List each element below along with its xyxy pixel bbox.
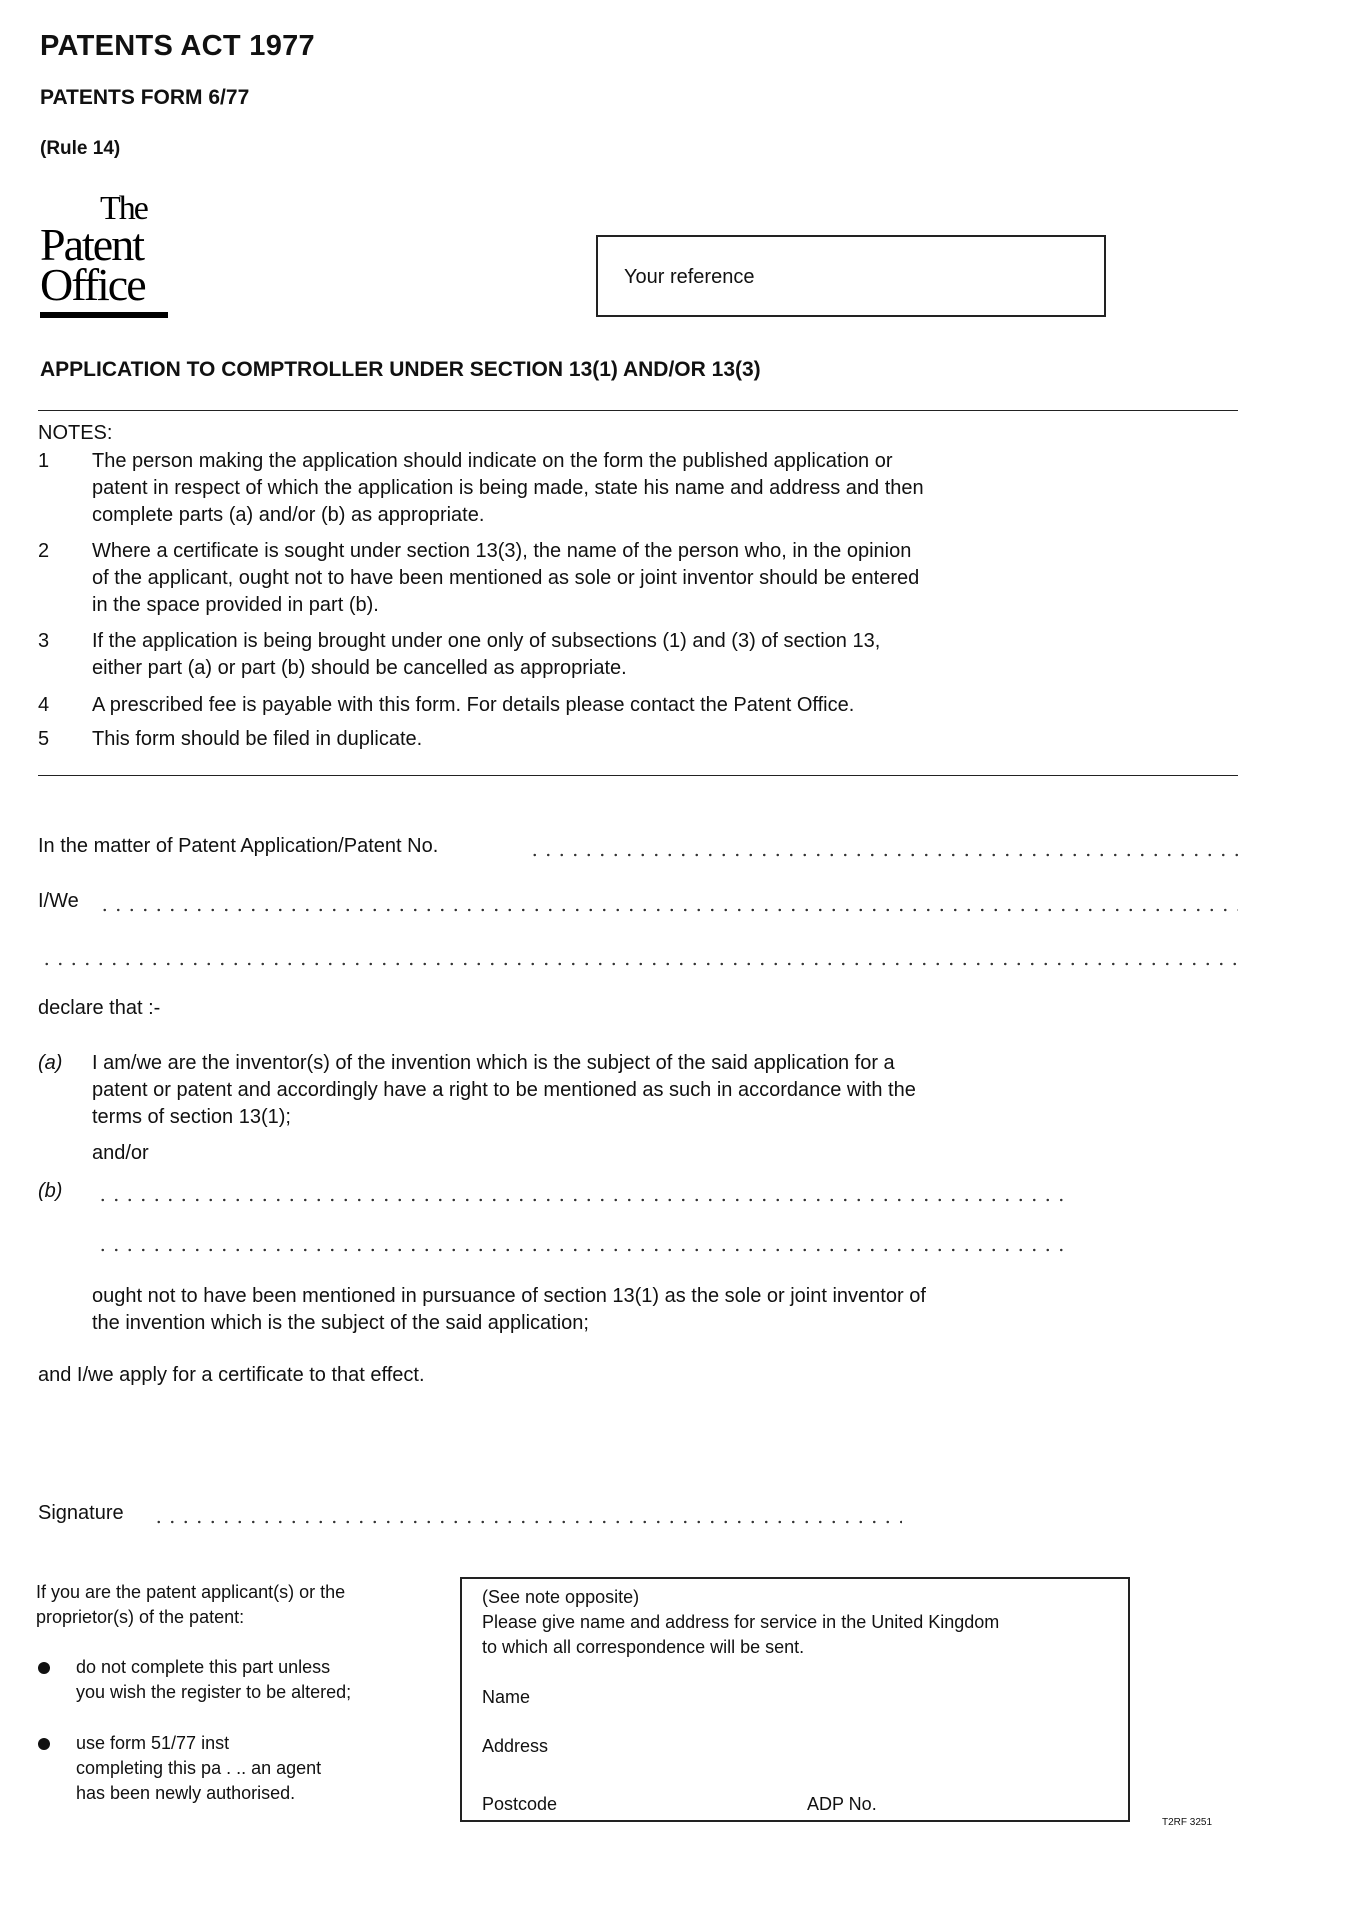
note-line: Where a certificate is sought under section 13(3), the name of the person who, in the opinion (92, 540, 912, 562)
logo-underline (40, 312, 168, 318)
divider-notes (38, 775, 1238, 776)
side-note-line: you wish the register to be altered; (76, 1682, 352, 1702)
note-line: either part (a) or part (b) should be cancelled as appropriate. (92, 657, 627, 679)
logo-office: Office (40, 259, 145, 310)
signature-label: Signature (38, 1502, 124, 1524)
note-2-text (92, 538, 1092, 619)
note-number: 4 (38, 694, 50, 716)
note-number: 5 (38, 728, 50, 750)
side-note-line: completing this pa . .. an agent (76, 1758, 322, 1778)
note-line: patent in respect of which the application is being made, state his name and address and then (92, 477, 924, 499)
note-line: in the space provided in part (b). (92, 594, 379, 616)
side-note-line: use form 51/77 inst (76, 1733, 230, 1753)
apply-text: and I/we apply for a certificate to that effect. (38, 1364, 425, 1386)
service-box-note: (See note opposite) (482, 1587, 640, 1607)
note-number: 1 (38, 450, 50, 472)
name-label: Name (482, 1687, 531, 1707)
declare-label: declare that :- (38, 997, 161, 1019)
patent-office-logo (38, 190, 170, 320)
part-b-label: (b) (38, 1180, 63, 1202)
ought-line: the invention which is the subject of the said application; (92, 1312, 589, 1334)
divider-top (38, 410, 1238, 411)
side-note-line: do not complete this part unless (76, 1657, 331, 1677)
patent-number-field[interactable] (528, 853, 1238, 857)
side-note-bullet-2 (76, 1731, 426, 1806)
applicant-name-field[interactable] (98, 908, 1238, 912)
form-title: PATENTS FORM 6/77 (40, 86, 250, 109)
bullet-icon (38, 1738, 50, 1750)
ought-line: ought not to have been mentioned in pursuance of section 13(1) as the sole or joint inventor of (92, 1285, 926, 1307)
your-reference-box[interactable] (596, 235, 1106, 317)
logo-the: The (100, 190, 147, 227)
note-line: The person making the application should indicate on the form the published application or (92, 450, 893, 472)
part-b-field-1-line[interactable] (96, 1198, 1066, 1202)
bullet-icon (38, 1662, 50, 1674)
part-a-line: I am/we are the inventor(s) of the invention which is the subject of the said application for a (92, 1052, 895, 1074)
rule-reference: (Rule 14) (40, 138, 121, 159)
signature-field[interactable] (152, 1520, 902, 1524)
iwe-label: I/We (38, 890, 79, 912)
logo-patent: Patent (40, 219, 143, 270)
side-note-bullet-1 (76, 1655, 426, 1705)
side-note-line: has been newly authorised. (76, 1783, 296, 1803)
form-code: T2RF 3251 (1162, 1817, 1213, 1828)
service-box-instruction: Please give name and address for service in the United Kingdom (482, 1612, 1000, 1632)
note-line: If the application is being brought under one only of subsections (1) and (3) of section 13, (92, 630, 881, 652)
andor-label: and/or (92, 1142, 149, 1164)
address-label: Address (482, 1736, 549, 1756)
side-note-line: proprietor(s) of the patent: (36, 1607, 245, 1627)
your-reference-label: Your reference (624, 266, 755, 288)
note-line: of the applicant, ought not to have been mentioned as sole or joint inventor should be entered (92, 567, 920, 589)
part-a-text (92, 1050, 1092, 1131)
notes-list (0, 448, 1369, 768)
side-note-line: If you are the patent applicant(s) or the (36, 1582, 346, 1602)
part-b-field-2[interactable] (96, 1248, 1066, 1252)
part-a-marker (38, 1050, 62, 1077)
note-3-text (92, 628, 1092, 682)
postcode-label: Postcode (482, 1794, 558, 1814)
adp-number-label: ADP No. (807, 1794, 877, 1814)
note-number: 2 (38, 540, 50, 562)
note-1-text (92, 448, 1092, 529)
note-line: complete parts (a) and/or (b) as appropriate. (92, 504, 485, 526)
part-b-marker (38, 1178, 62, 1205)
ought-text (92, 1283, 1092, 1337)
act-title: PATENTS ACT 1977 (40, 30, 315, 62)
part-a-line: patent or patent and accordingly have a right to be mentioned as such in accordance with the (92, 1079, 916, 1101)
part-a-line: terms of section 13(1); (92, 1106, 291, 1128)
application-title: APPLICATION TO COMPTROLLER UNDER SECTION 13(1) AND/OR 13(3) (40, 358, 761, 381)
notes-heading: NOTES: (38, 422, 113, 444)
matter-label: In the matter of Patent Application/Patent No. (38, 835, 439, 857)
side-note-intro (36, 1580, 426, 1630)
service-box-instruction: to which all correspondence will be sent. (482, 1637, 805, 1657)
service-address-box[interactable] (460, 1577, 1130, 1822)
part-a-label: (a) (38, 1052, 63, 1074)
applicant-address-field[interactable] (40, 962, 1238, 966)
note-5-text: This form should be filed in duplicate. (92, 728, 423, 750)
service-box-header (482, 1585, 1122, 1660)
note-4-text: A prescribed fee is payable with this form. For details please contact the Patent Office. (92, 694, 855, 716)
note-number: 3 (38, 630, 50, 652)
